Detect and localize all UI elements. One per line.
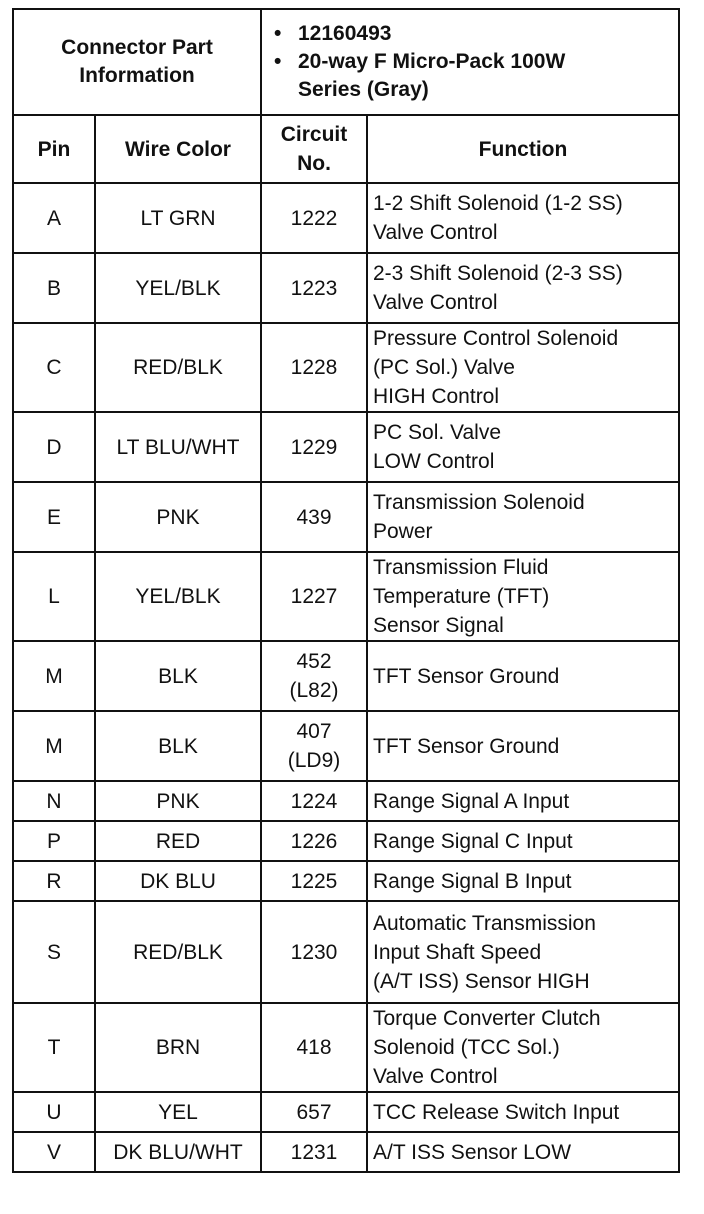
table-row [13, 821, 679, 861]
circuit-cell [261, 861, 367, 901]
pin-cell: B [13, 253, 95, 323]
function-line: Valve Control [373, 221, 498, 244]
column-header-circuit [261, 115, 367, 183]
pin-cell: C [13, 323, 95, 412]
column-header-pin: Pin [13, 115, 95, 183]
column-header-circuit-line2: No. [297, 152, 331, 175]
bullet-icon: • [274, 50, 282, 73]
function-line: Input Shaft Speed [373, 940, 542, 964]
table-row [13, 861, 679, 901]
circuit-number: 418 [296, 1036, 332, 1059]
function-line: Automatic Transmission [373, 911, 596, 935]
function-line: Valve Control [373, 1065, 498, 1088]
wire-color-cell: RED [95, 821, 261, 861]
pin-cell: P [13, 821, 95, 861]
wire-color-cell: BLK [95, 641, 261, 711]
table-row [13, 1003, 679, 1092]
function-line: Valve Control [373, 291, 498, 314]
function-cell [367, 861, 679, 901]
circuit-number: 407 [296, 720, 332, 743]
column-header-function: Function [367, 115, 679, 183]
function-line: Transmission Fluid [373, 556, 549, 579]
function-line: (A/T ISS) Sensor HIGH [373, 969, 590, 993]
circuit-cell [261, 482, 367, 552]
part-description-item [274, 48, 674, 104]
function-cell [367, 821, 679, 861]
circuit-number: 1223 [290, 276, 338, 300]
pin-cell: S [13, 901, 95, 1003]
pin-cell: A [13, 183, 95, 253]
part-description-line1: 20-way F Micro-Pack 100W [298, 50, 566, 73]
function-cell [367, 781, 679, 821]
function-line: LOW Control [373, 450, 495, 473]
function-line: Solenoid (TCC Sol.) [373, 1036, 560, 1059]
circuit-number: (L82) [289, 679, 339, 702]
pin-cell: M [13, 711, 95, 781]
circuit-number: 1231 [290, 1140, 338, 1164]
function-line: Range Signal C Input [373, 829, 573, 853]
pin-cell: D [13, 412, 95, 482]
function-line: A/T ISS Sensor LOW [373, 1140, 572, 1164]
column-header-wire-color: Wire Color [95, 115, 261, 183]
circuit-cell [261, 781, 367, 821]
circuit-number: 1230 [290, 940, 338, 964]
function-line: Sensor Signal [373, 614, 504, 637]
function-line: TCC Release Switch Input [373, 1100, 620, 1124]
connector-part-info [261, 9, 679, 115]
function-line: Range Signal B Input [373, 869, 572, 893]
table-row [13, 253, 679, 323]
wire-color-cell: DK BLU/WHT [95, 1132, 261, 1172]
function-cell [367, 641, 679, 711]
wire-color-cell: DK BLU [95, 861, 261, 901]
table-row [13, 901, 679, 1003]
pin-cell: U [13, 1092, 95, 1132]
function-line: Range Signal A Input [373, 789, 570, 813]
function-line: 2-3 Shift Solenoid (2-3 SS) [373, 262, 623, 285]
connector-header-row [13, 9, 679, 115]
table-row [13, 711, 679, 781]
wire-color-cell: LT BLU/WHT [95, 412, 261, 482]
function-line: Temperature (TFT) [373, 585, 550, 608]
function-line: Power [373, 520, 433, 543]
function-line: Pressure Control Solenoid [373, 327, 619, 350]
function-line: Transmission Solenoid [373, 491, 585, 514]
part-description-line2: Series (Gray) [298, 78, 429, 101]
circuit-cell [261, 1003, 367, 1092]
function-line: HIGH Control [373, 385, 500, 408]
circuit-number: 452 [296, 650, 332, 673]
table-row [13, 183, 679, 253]
table-row [13, 482, 679, 552]
part-number-item [274, 20, 674, 48]
circuit-number: 1225 [290, 869, 338, 893]
table-row [13, 641, 679, 711]
part-number: 12160493 [298, 22, 392, 45]
bullet-icon: • [274, 22, 282, 45]
circuit-cell [261, 1132, 367, 1172]
function-line: TFT Sensor Ground [373, 734, 560, 758]
circuit-number: 657 [296, 1100, 332, 1124]
circuit-cell [261, 183, 367, 253]
circuit-cell [261, 253, 367, 323]
circuit-number: 1228 [290, 356, 338, 379]
wire-color-cell: LT GRN [95, 183, 261, 253]
table-row [13, 1132, 679, 1172]
table-row [13, 781, 679, 821]
circuit-number: 1226 [290, 829, 338, 853]
circuit-number: 1222 [290, 206, 338, 230]
circuit-cell [261, 711, 367, 781]
function-line: 1-2 Shift Solenoid (1-2 SS) [373, 192, 623, 215]
function-cell [367, 552, 679, 641]
circuit-cell [261, 412, 367, 482]
wire-color-cell: BRN [95, 1003, 261, 1092]
wire-color-cell: RED/BLK [95, 901, 261, 1003]
pin-cell: E [13, 482, 95, 552]
circuit-number: 1224 [290, 789, 338, 813]
column-header-circuit-line1: Circuit [280, 123, 348, 146]
function-cell [367, 1092, 679, 1132]
table-row [13, 412, 679, 482]
function-line: PC Sol. Valve [373, 421, 501, 444]
wire-color-cell: PNK [95, 482, 261, 552]
circuit-cell [261, 1092, 367, 1132]
wire-color-cell: BLK [95, 711, 261, 781]
pin-cell: T [13, 1003, 95, 1092]
function-cell [367, 323, 679, 412]
function-line: (PC Sol.) Valve [373, 356, 515, 379]
circuit-cell [261, 641, 367, 711]
connector-table [12, 8, 680, 1173]
circuit-number: 1227 [290, 585, 338, 608]
table-row [13, 552, 679, 641]
function-line: Torque Converter Clutch [373, 1007, 601, 1030]
wire-color-cell: YEL/BLK [95, 552, 261, 641]
circuit-cell [261, 901, 367, 1003]
circuit-number: 439 [296, 505, 332, 529]
wire-color-cell: YEL/BLK [95, 253, 261, 323]
connector-part-label [13, 9, 261, 115]
function-cell [367, 1132, 679, 1172]
connector-part-label-line1: Connector Part [61, 36, 213, 59]
circuit-number: 1229 [290, 435, 338, 459]
pin-cell: L [13, 552, 95, 641]
wire-color-cell: PNK [95, 781, 261, 821]
function-cell [367, 183, 679, 253]
pin-cell: R [13, 861, 95, 901]
function-line: TFT Sensor Ground [373, 664, 560, 688]
table-row [13, 1092, 679, 1132]
wire-color-cell: RED/BLK [95, 323, 261, 412]
pin-cell: V [13, 1132, 95, 1172]
circuit-number: (LD9) [287, 749, 341, 772]
column-header-row [13, 115, 679, 183]
function-cell [367, 901, 679, 1003]
function-cell [367, 1003, 679, 1092]
circuit-cell [261, 821, 367, 861]
connector-table-sheet [12, 8, 678, 1173]
function-cell [367, 482, 679, 552]
circuit-cell [261, 552, 367, 641]
table-row [13, 323, 679, 412]
function-cell [367, 711, 679, 781]
pin-cell: N [13, 781, 95, 821]
circuit-cell [261, 323, 367, 412]
wire-color-cell: YEL [95, 1092, 261, 1132]
function-cell [367, 253, 679, 323]
pin-cell: M [13, 641, 95, 711]
function-cell [367, 412, 679, 482]
connector-part-label-line2: Information [79, 64, 195, 87]
